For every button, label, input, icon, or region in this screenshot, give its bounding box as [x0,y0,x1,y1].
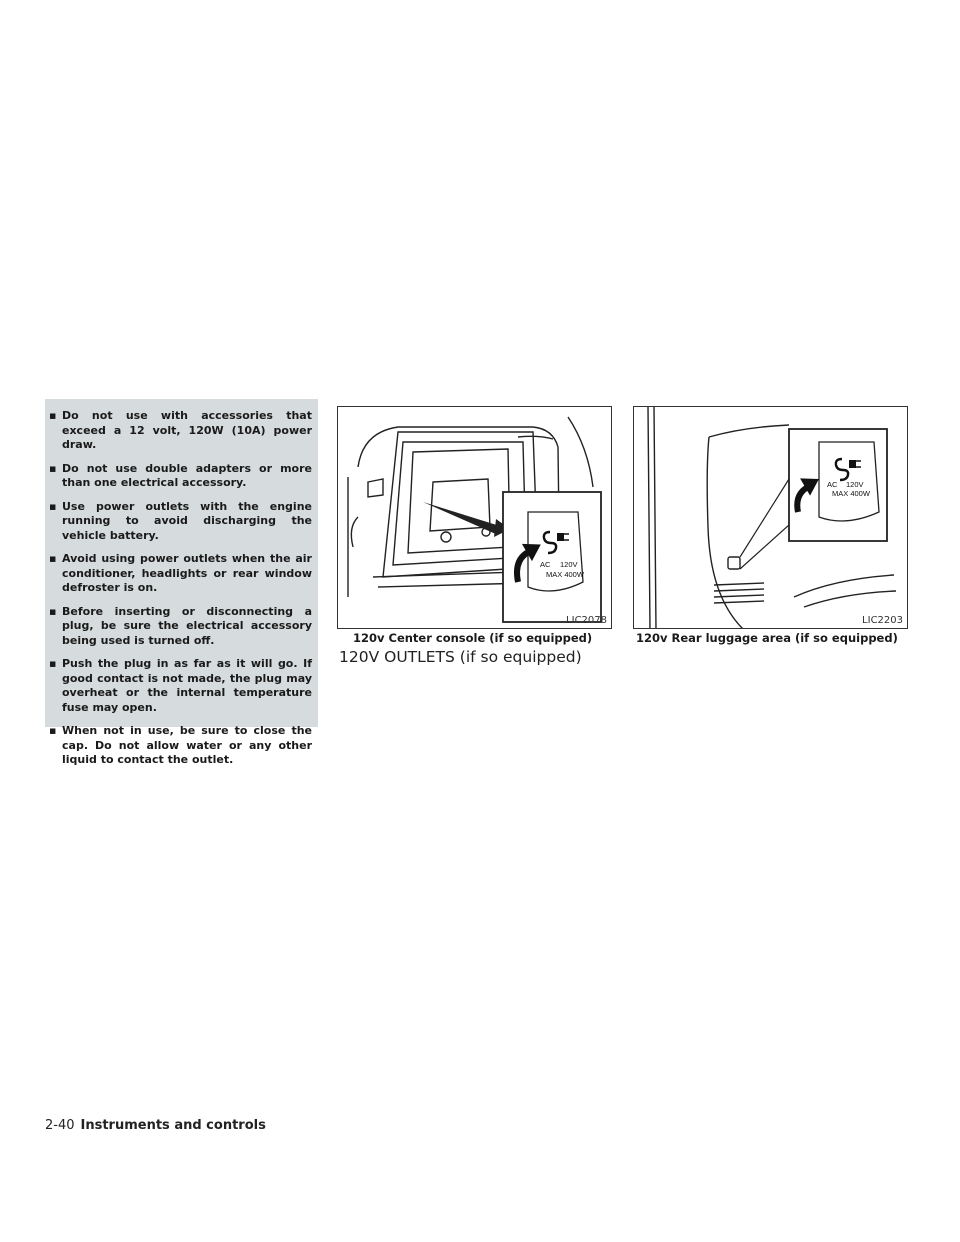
figure-caption: 120v Rear luggage area (if so equipped) [636,631,898,645]
caution-item: ▪ Do not use double adapters or more than one electrical accessory. [49,461,312,489]
outlet-label-voltage: 120V [560,560,578,569]
page-footer [45,1118,266,1133]
outlet-label-voltage: 120V [846,480,864,489]
figure-code: LIC2203 [862,615,903,626]
caution-item: ▪ Use power outlets with the engine running to avoid discharging the vehicle battery. [49,499,312,542]
caution-list [45,399,318,768]
figure-code: LIC2078 [566,615,607,626]
caution-item: ▪ Before inserting or disconnecting a plug, be sure the electrical accessory being used is turned off. [49,604,312,647]
outlet-label-ac: AC [827,480,838,489]
footer-section-name: Instruments and controls [80,1118,266,1133]
center-console-illustration [338,407,612,629]
caution-box [45,399,318,766]
caution-item: ▪ Avoid using power outlets when the air conditioner, headlights or rear window defroster is on. [49,552,312,594]
outlet-label-max: MAX 400W [832,489,870,498]
caution-item: ▪ Do not use with accessories that exceed a 12 volt, 120W (10A) power draw. [49,409,312,451]
caution-item: ▪ Push the plug in as far as it will go. If good contact is not made, the plug may overheat or the internal temperature fuse may open. [49,657,312,714]
figure-center-console [337,406,612,629]
figure-rear-luggage [633,406,908,629]
outlet-label-ac: AC [540,560,551,569]
caution-item: ▪ When not in use, be sure to close the cap. Do not allow water or any other liquid to contact the outlet. [49,724,312,766]
rear-luggage-illustration [634,407,908,629]
section-title: 120V OUTLETS (if so equipped) [339,648,582,666]
figure-caption: 120v Center console (if so equipped) [353,631,593,645]
outlet-label-max: MAX 400W [546,570,584,579]
page-number: 2-40 [45,1118,75,1133]
